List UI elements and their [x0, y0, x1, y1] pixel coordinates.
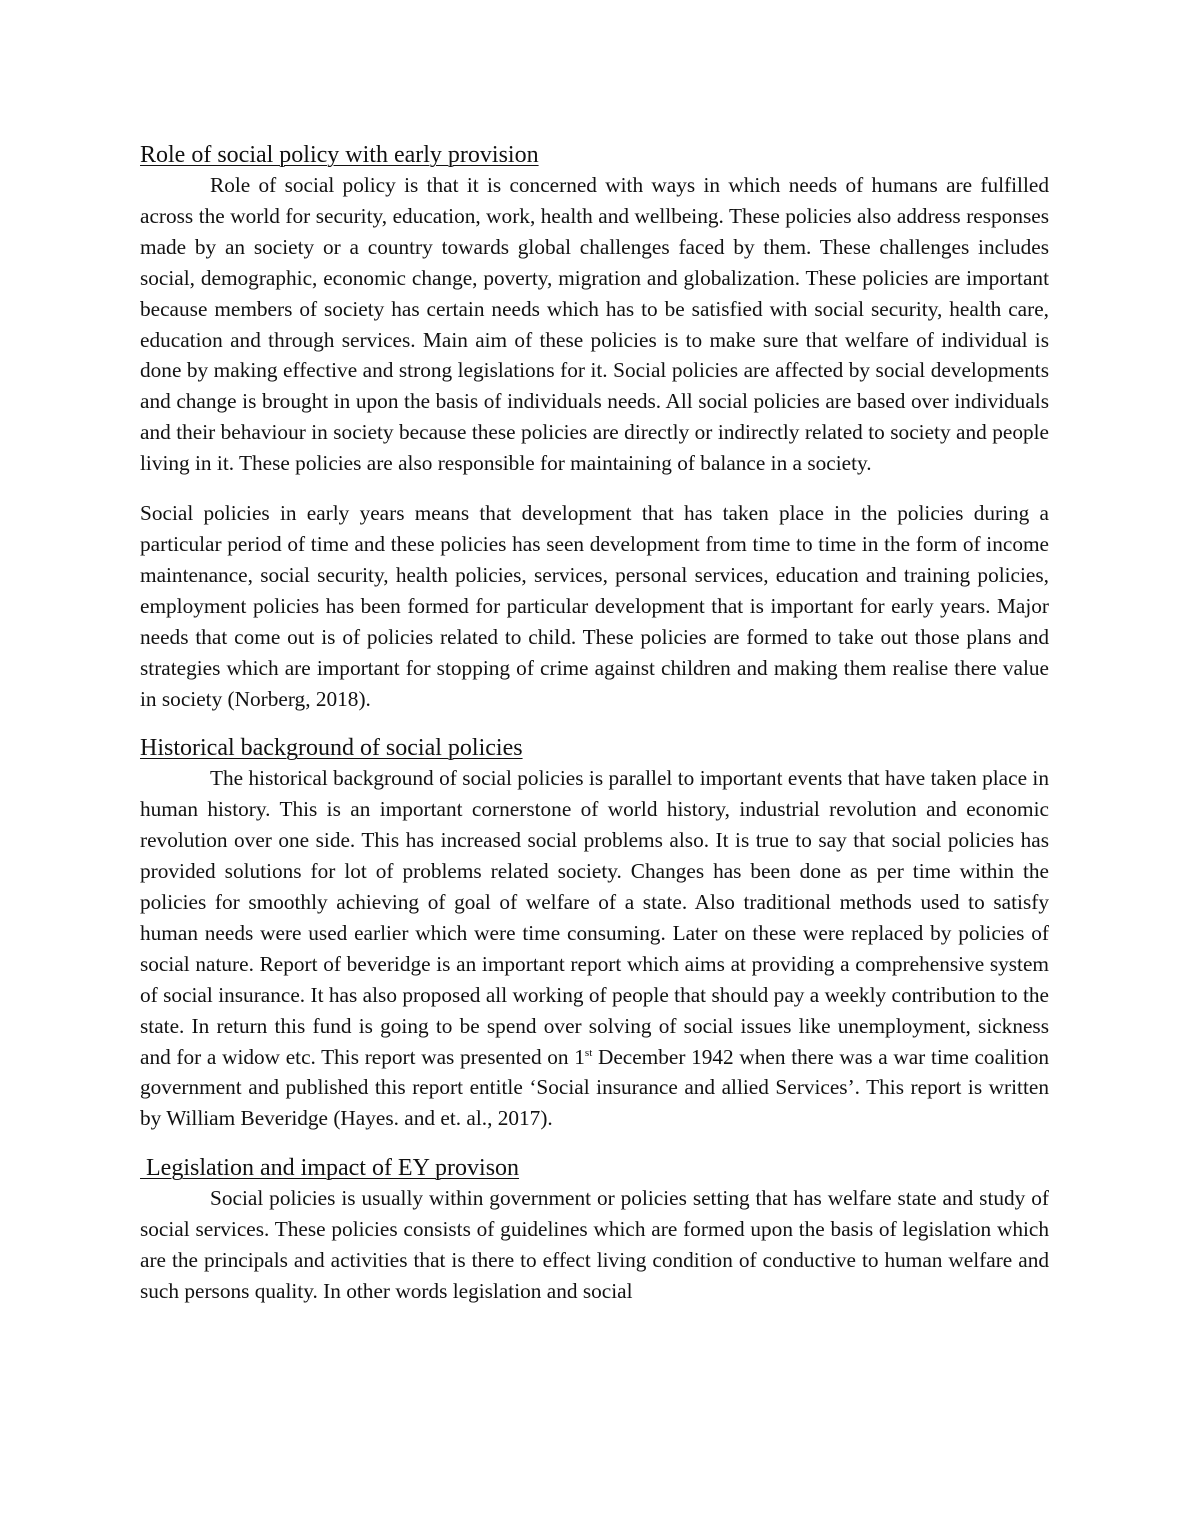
section-heading-historical-background: Historical background of social policies	[140, 735, 523, 762]
paragraph-historical-background	[140, 763, 1049, 1134]
paragraph-role-of-social-policy: Role of social policy is that it is concerned with ways in which needs of humans are fulfilled across the world for security, education, work, health and wellbeing. These policies also address responses made by an society or a country towards global challenges faced by them. These challenges includes social, demographic, economic change, poverty, migration and globalization. These policies are important because members of society has certain needs which has to be satisfied with social security, health care, education and through services. Main aim of these policies is to make sure that welfare of individual is done by making effective and strong legislations for it. Social policies are affected by social developments and change is brought in upon the basis of individuals needs. All social policies are based over individuals and their behaviour in society because these policies are directly or indirectly related to society and people living in it. These policies are also responsible for maintaining of balance in a society.	[140, 173, 1049, 476]
document-page	[140, 140, 1049, 1307]
paragraph-historical-text-part2: December 1942 when there was a war time coalition government and published this report entitle ‘Social insurance and allied Services’. This report is written by William Beveridge (Hayes. and et. al., 2017).	[140, 1044, 1050, 1131]
paragraph-historical-text-part1: The historical background of social policies is parallel to important events that have taken place in human history. This is an important cornerstone of world history, industrial revolution and economic revolution over one side. This has increased social problems also. It is true to say that social policies has provided solutions for lot of problems related society. Changes has been done as per time within the policies for smoothly achieving of goal of welfare of a state. Also traditional methods used to satisfy human needs were used earlier which were time consuming. Later on these were replaced by policies of social nature. Report of beveridge is an important report which aims at providing a comprehensive system of social insurance. It has also proposed all working of people that should pay a weekly contribution to the state. In return this fund is going to be spend over solving of social issues like unemployment, sickness and for a widow etc. This report was presented on 1	[140, 766, 1049, 1069]
section-heading-legislation-impact: Legislation and impact of EY provison	[140, 1155, 520, 1182]
paragraph-social-policies-early-years: Social policies in early years means that development that has taken place in the policies during a particular period of time and these policies has seen development from time to time in the form of income maintenance, social security, health policies, services, personal services, education and training policies, employment policies has been formed for particular development that is important for early years. Major needs that come out is of policies related to child. These policies are formed to take out those plans and strategies which are important for stopping of crime against children and making them realise there value in society (Norberg, 2018).	[140, 501, 1049, 711]
section-heading-role-of-social-policy: Role of social policy with early provision	[140, 142, 539, 168]
paragraph-legislation-impact: Social policies is usually within government or policies setting that has welfare state and study of social services. These policies consists of guidelines which are formed upon the basis of legislation which are the principals and activities that is there to effect living condition of conductive to human welfare and such persons quality. In other words legislation and social	[140, 1186, 1049, 1303]
ordinal-superscript: st	[584, 1046, 593, 1059]
